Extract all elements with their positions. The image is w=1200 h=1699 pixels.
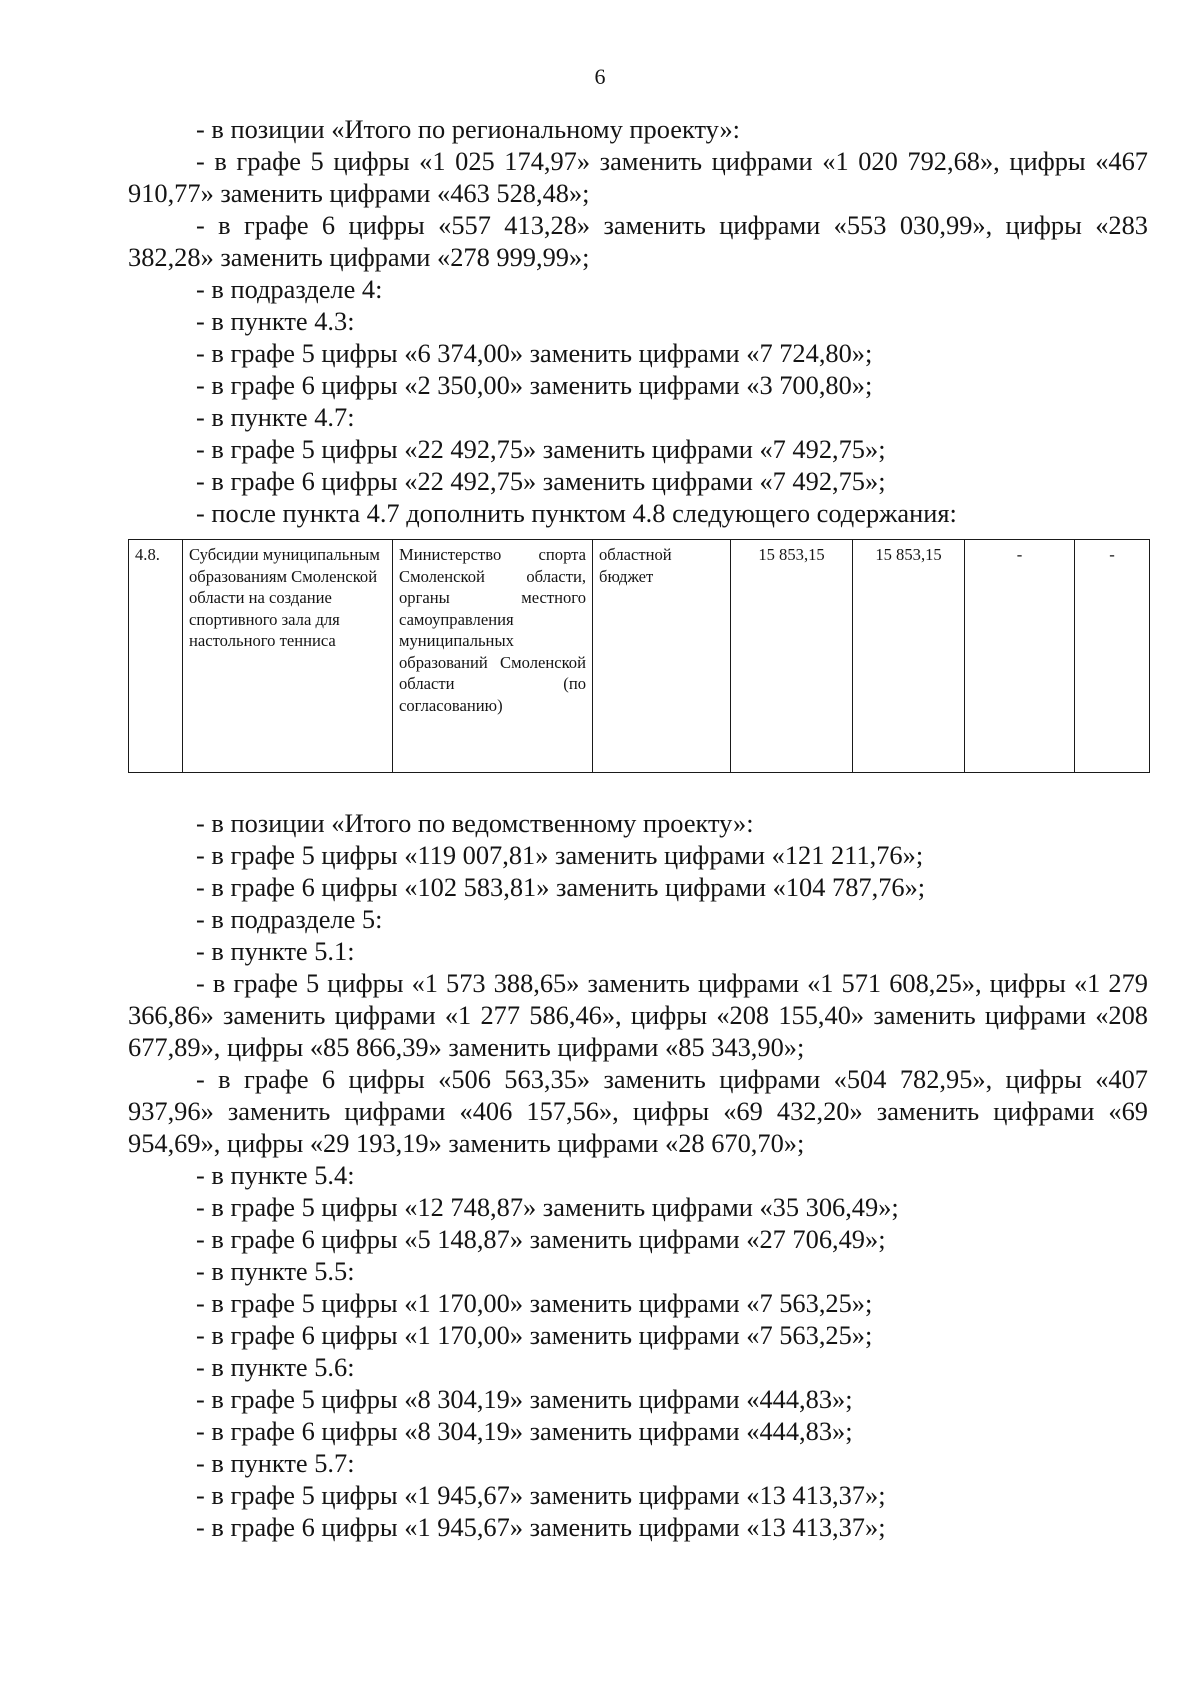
table-row bbox=[129, 540, 1150, 773]
paragraph: - в графе 5 цифры «22 492,75» заменить цифрами «7 492,75»; bbox=[196, 434, 886, 464]
cell-year1: 15 853,15 bbox=[853, 540, 965, 773]
cell-year2: - bbox=[965, 540, 1075, 773]
paragraph: - в графе 6 цифры «5 148,87» заменить цифрами «27 706,49»; bbox=[196, 1224, 886, 1254]
cell-total: 15 853,15 bbox=[731, 540, 853, 773]
paragraph: - в графе 6 цифры «1 945,67» заменить цифрами «13 413,37»; bbox=[196, 1512, 886, 1542]
cell-number: 4.8. bbox=[129, 540, 183, 773]
cell-year3: - bbox=[1075, 540, 1150, 773]
cell-executor: Министерство спорта Смоленской области, органы местного самоуправления муниципальных образований Смоленской области (по согласованию) bbox=[393, 540, 593, 773]
paragraph: - в пункте 5.6: bbox=[196, 1352, 355, 1382]
paragraph: - в графе 6 цифры «22 492,75» заменить цифрами «7 492,75»; bbox=[196, 466, 886, 496]
paragraph: - в пункте 5.7: bbox=[196, 1448, 355, 1478]
paragraph: - в графе 5 цифры «1 945,67» заменить цифрами «13 413,37»; bbox=[196, 1480, 886, 1510]
cell-name: Субсидии муниципальным образованиям Смоленской области на создание спортивного зала для настольного тенниса bbox=[183, 540, 393, 773]
paragraph: - в пункте 4.3: bbox=[196, 306, 355, 336]
paragraph: - в графе 6 цифры «557 413,28» заменить цифрами «553 030,99», цифры «283 382,28» заменить цифрами «278 999,99»; bbox=[128, 210, 1148, 272]
paragraph: - в пункте 5.1: bbox=[196, 936, 355, 966]
page-number: 6 bbox=[594, 64, 606, 89]
paragraph: - в графе 5 цифры «8 304,19» заменить цифрами «444,83»; bbox=[196, 1384, 853, 1414]
paragraph: - в графе 6 цифры «506 563,35» заменить цифрами «504 782,95», цифры «407 937,96» заменить цифрами «406 157,56», цифры «69 432,20» заменить цифрами «69 954,69», цифры «29 193,19» заменить цифрами «28 670,70»; bbox=[128, 1064, 1148, 1158]
document-body bbox=[128, 113, 1148, 1543]
paragraph: - в графе 5 цифры «1 170,00» заменить цифрами «7 563,25»; bbox=[196, 1288, 873, 1318]
paragraph: - в позиции «Итого по региональному проекту»: bbox=[196, 114, 741, 144]
paragraph: - в графе 6 цифры «2 350,00» заменить цифрами «3 700,80»; bbox=[196, 370, 873, 400]
paragraph: - в графе 5 цифры «119 007,81» заменить цифрами «121 211,76»; bbox=[196, 840, 924, 870]
inserted-table bbox=[128, 539, 1150, 773]
paragraph: - в подразделе 5: bbox=[196, 904, 383, 934]
paragraph: - в пункте 4.7: bbox=[196, 402, 355, 432]
paragraph: - в графе 5 цифры «1 573 388,65» заменить цифрами «1 571 608,25», цифры «1 279 366,86» заменить цифрами «1 277 586,46», цифры «208 155,40» заменить цифрами «208 677,89», цифры «85 866,39» заменить цифрами «85 343,90»; bbox=[128, 968, 1148, 1062]
paragraph: - в графе 6 цифры «1 170,00» заменить цифрами «7 563,25»; bbox=[196, 1320, 873, 1350]
paragraph: - в позиции «Итого по ведомственному проекту»: bbox=[196, 808, 754, 838]
paragraph: - в графе 5 цифры «6 374,00» заменить цифрами «7 724,80»; bbox=[196, 338, 873, 368]
paragraph: - в пункте 5.5: bbox=[196, 1256, 355, 1286]
paragraph: - в графе 5 цифры «1 025 174,97» заменить цифрами «1 020 792,68», цифры «467 910,77» заменить цифрами «463 528,48»; bbox=[128, 146, 1148, 208]
paragraph: - после пункта 4.7 дополнить пунктом 4.8 следующего содержания: bbox=[196, 498, 957, 528]
paragraph: - в подразделе 4: bbox=[196, 274, 383, 304]
paragraph: - в графе 5 цифры «12 748,87» заменить цифрами «35 306,49»; bbox=[196, 1192, 899, 1222]
paragraph: - в графе 6 цифры «8 304,19» заменить цифрами «444,83»; bbox=[196, 1416, 853, 1446]
paragraph: - в пункте 5.4: bbox=[196, 1160, 355, 1190]
paragraph: - в графе 6 цифры «102 583,81» заменить цифрами «104 787,76»; bbox=[196, 872, 926, 902]
cell-source: областной бюджет bbox=[593, 540, 731, 773]
